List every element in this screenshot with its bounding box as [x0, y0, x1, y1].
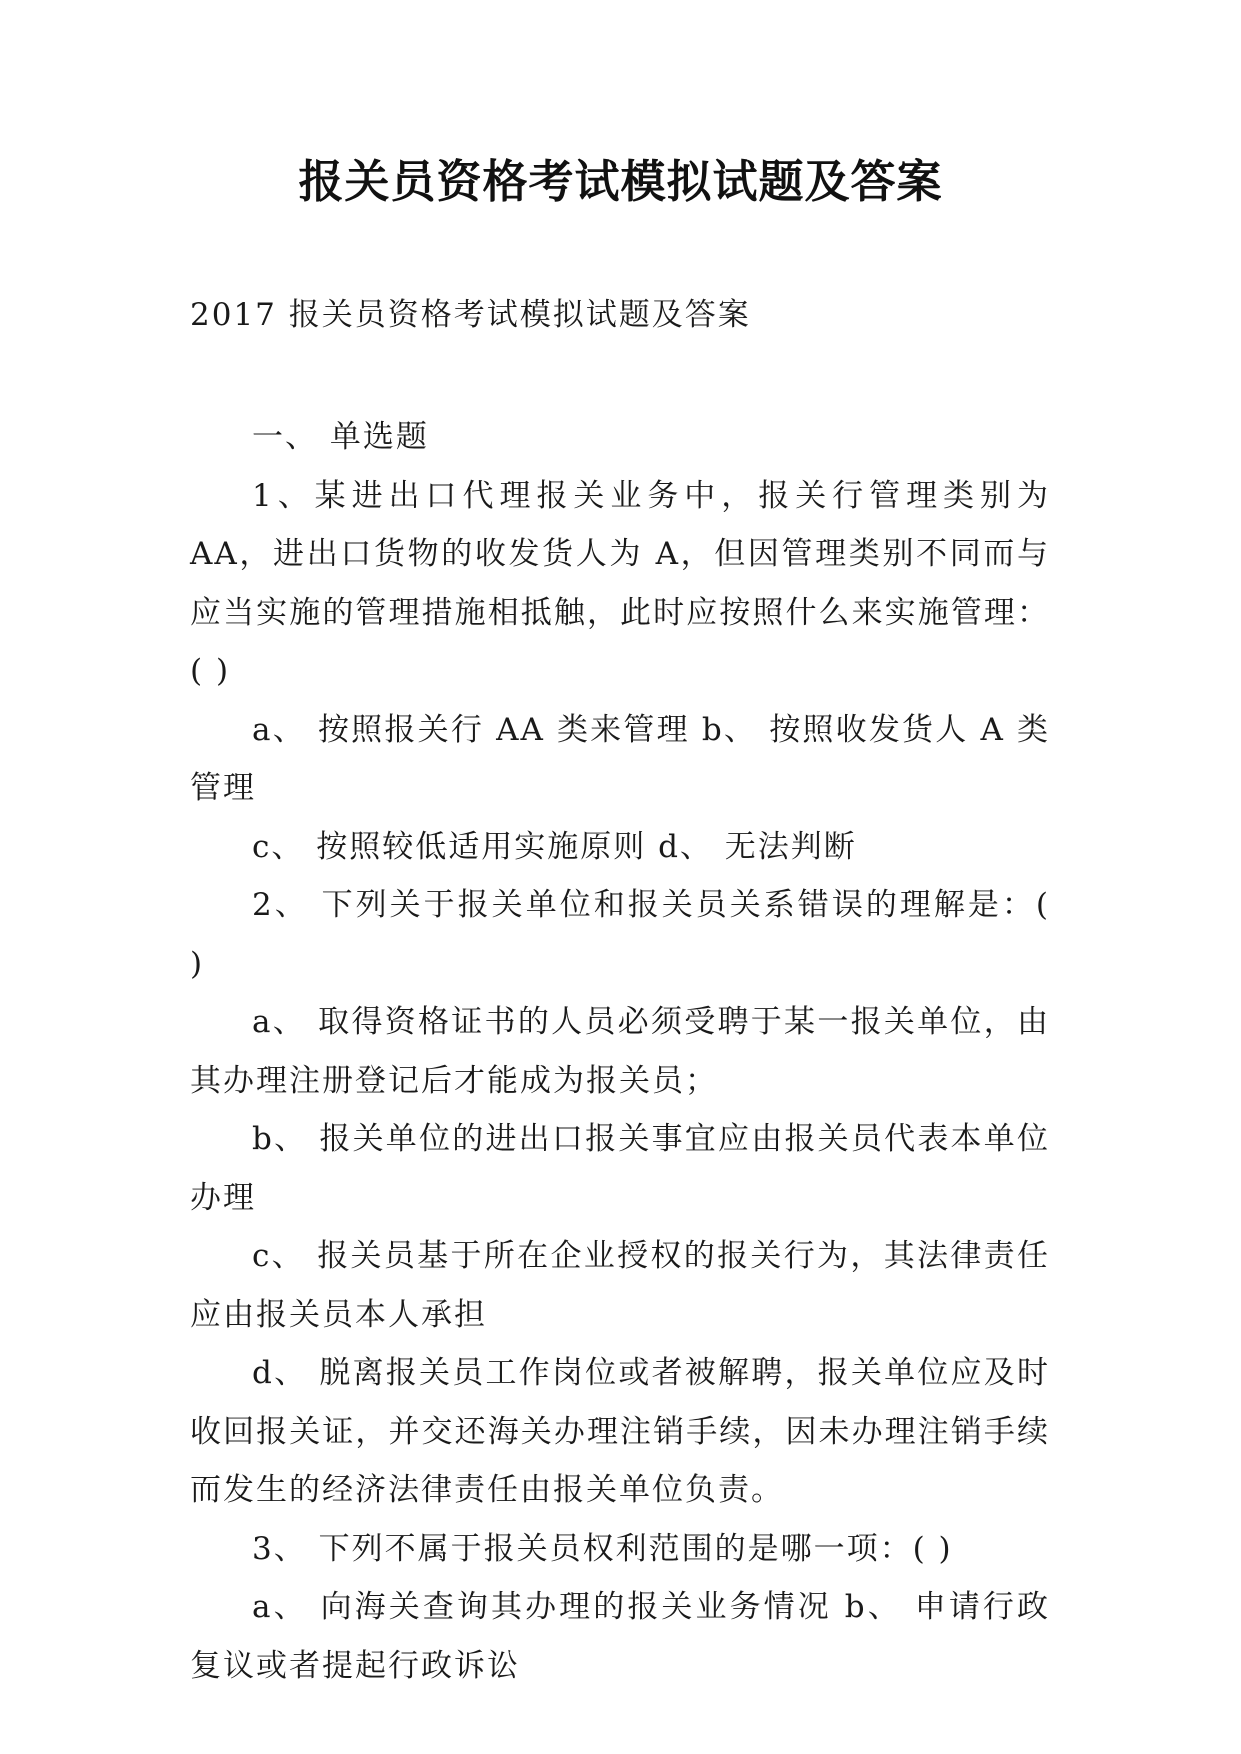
- document-subtitle: 2017 报关员资格考试模拟试题及答案: [190, 297, 751, 333]
- question-3: 3、 下列不属于报关员权利范围的是哪一项：( ): [252, 1530, 953, 1567]
- question-1: 1、某进出口代理报关业务中，报关行管理类别为 AA，进出口货物的收发货人为 A，但因管理类别不同而与应当实施的管理措施相抵触，此时应按照什么来实施管理：( ): [190, 477, 1050, 689]
- question-1-options-ab: a、 按照报关行 AA 类来管理 b、 按照收发货人 A 类管理: [190, 711, 1050, 806]
- question-1-options-cd: c、 按照较低适用实施原则 d、 无法判断: [252, 828, 857, 865]
- question-2-option-c: c、 报关员基于所在企业授权的报关行为，其法律责任应由报关员本人承担: [190, 1238, 1050, 1333]
- document-body: [190, 408, 1050, 1695]
- question-3-options-ab: a、 向海关查询其办理的报关业务情况 b、 申请行政复议或者提起行政诉讼: [190, 1589, 1050, 1684]
- question-2-option-a: a、 取得资格证书的人员必须受聘于某一报关单位，由其办理注册登记后才能成为报关员；: [190, 1004, 1050, 1099]
- section-heading-single-choice: 一、 单选题: [252, 419, 429, 455]
- question-2-option-b: b、 报关单位的进出口报关事宜应由报关员代表本单位办理: [190, 1121, 1050, 1216]
- question-2-option-d: d、 脱离报关员工作岗位或者被解聘，报关单位应及时收回报关证，并交还海关办理注销手续，因未办理注销手续而发生的经济法律责任由报关单位负责。: [190, 1355, 1050, 1508]
- question-2: 2、 下列关于报关单位和报关员关系错误的理解是：( ): [190, 887, 1050, 982]
- document-title: 报关员资格考试模拟试题及答案: [298, 155, 943, 208]
